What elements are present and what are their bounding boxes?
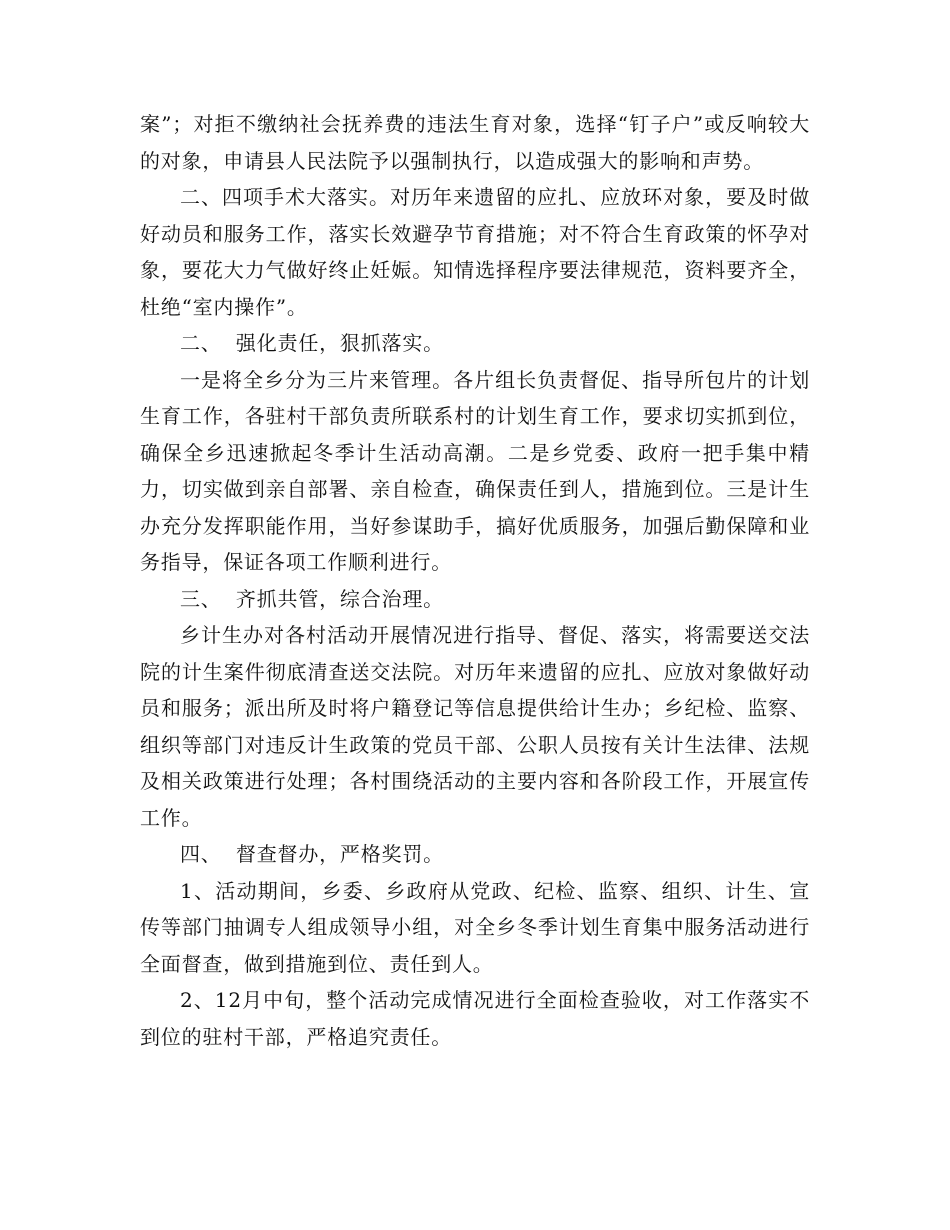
paragraph-3: 一是将全乡分为三片来管理。各片组长负责督促、指导所包片的计划生育工作，各驻村干部负责所联系村的计划生育工作，要求切实抓到位，确保全乡迅速掀起冬季计生活动高潮。二是乡党委、政府一把手集中精力，切实做到亲自部署、亲自检查，确保责任到人，措施到位。三是计生办充分发挥职能作用，当好参谋助手，搞好优质服务，加强后勤保障和业务指导，保证各项工作顺利进行。: [140, 367, 810, 574]
paragraph-1: 案”；对拒不缴纳社会抚养费的违法生育对象，选择“钉子户”或反响较大的对象，申请县人民法院予以强制执行，以造成强大的影响和声势。: [140, 112, 810, 173]
paragraph-5: 1、活动期间，乡委、乡政府从党政、纪检、监察、组织、计生、宣传等部门抽调专人组成领导小组，对全乡冬季计划生育集中服务活动进行全面督查，做到措施到位、责任到人。: [140, 878, 810, 976]
section-heading-4: 四、 督查督办，严格奖罚。: [180, 842, 444, 866]
paragraph-6: 2、12月中旬，整个活动完成情况进行全面检查验收，对工作落实不到位的驻村干部，严格追究责任。: [140, 988, 810, 1049]
paragraph-2: 二、四项手术大落实。对历年来遗留的应扎、应放环对象，要及时做好动员和服务工作，落实长效避孕节育措施；对不符合生育政策的怀孕对象，要花大力气做好终止妊娠。知情选择程序要法律规范，资料要齐全，杜绝“室内操作”。: [140, 185, 810, 319]
section-heading-3: 三、 齐抓共管，综合治理。: [180, 586, 444, 611]
paragraph-4: 乡计生办对各村活动开展情况进行指导、督促、落实，将需要送交法院的计生案件彻底清查送交法院。对历年来遗留的应扎、应放对象做好动员和服务；派出所及时将户籍登记等信息提供给计生办；乡纪检、监察、组织等部门对违反计生政策的党员干部、公职人员按有关计生法律、法规及相关政策进行处理；各村围绕活动的主要内容和各阶段工作，开展宣传工作。: [140, 623, 810, 830]
document-body: [140, 106, 810, 1055]
section-heading-2: 二、 强化责任，狠抓落实。: [180, 331, 444, 355]
